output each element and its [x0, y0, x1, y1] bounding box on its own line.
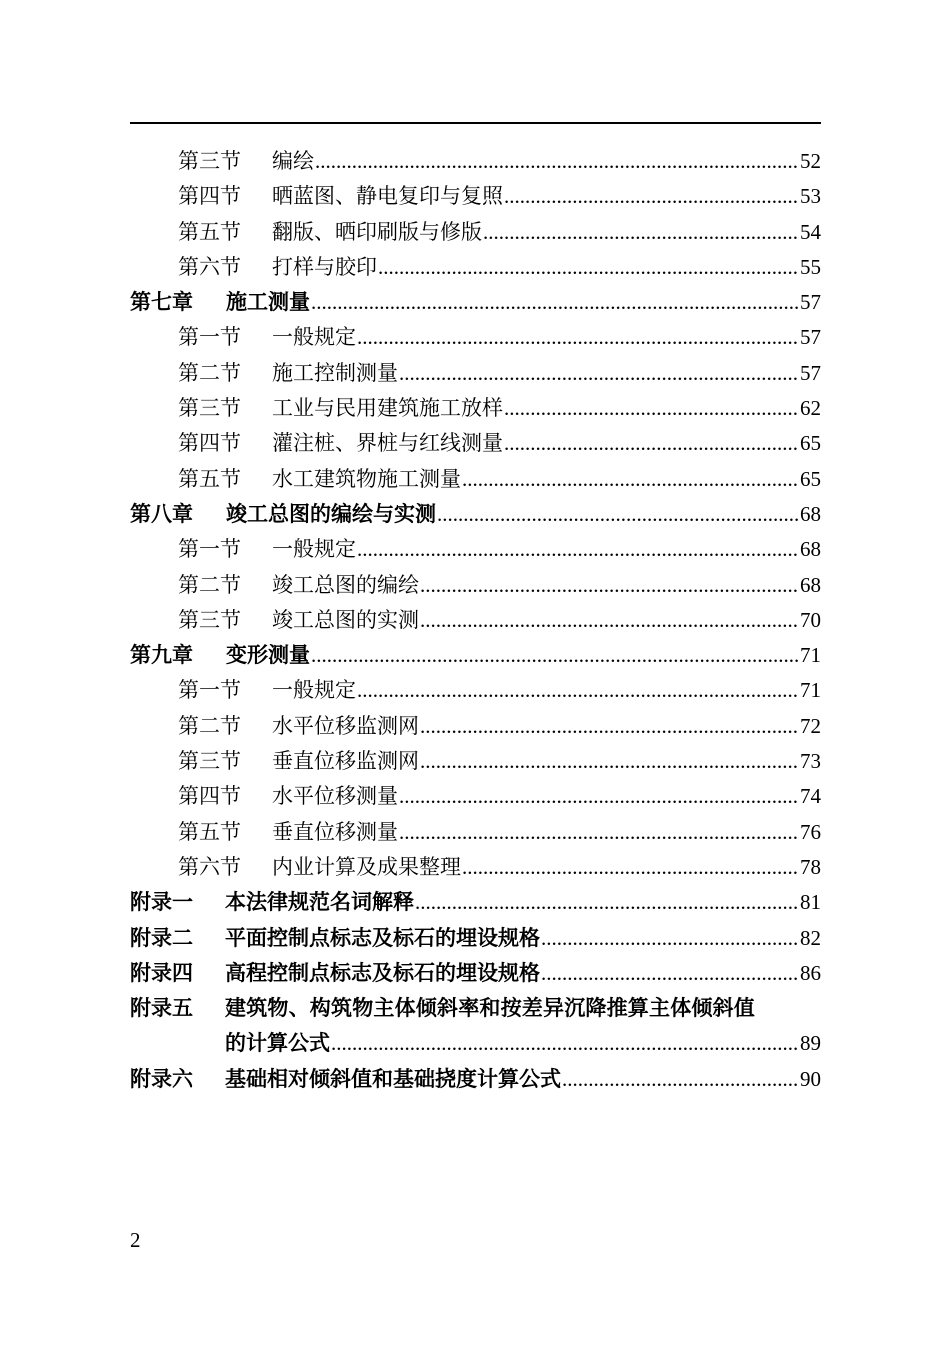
dot-leader: [504, 426, 799, 461]
toc-entry-appendix-6[interactable]: [130, 1062, 821, 1097]
dot-leader: [399, 815, 799, 850]
dot-leader: [331, 1026, 799, 1061]
toc-entry-label: 第三节: [178, 396, 241, 421]
toc-entry-section[interactable]: [130, 250, 821, 285]
dot-leader: [462, 850, 799, 885]
toc-entry-appendix[interactable]: [130, 956, 821, 991]
toc-entry-section[interactable]: [130, 532, 821, 567]
toc-entry-page: 57: [800, 325, 821, 350]
toc-entry-label: 第四节: [178, 184, 241, 209]
toc-entry-section[interactable]: [130, 426, 821, 461]
toc-entry-page: 81: [800, 890, 821, 915]
toc-entry-page: 71: [800, 678, 821, 703]
toc-entry-appendix-5-continued[interactable]: [130, 1026, 821, 1061]
toc-entry-section[interactable]: [130, 709, 821, 744]
toc-entry-page: 73: [800, 749, 821, 774]
toc-entry-label: 第五节: [178, 219, 241, 244]
toc-entry-label: 第四节: [178, 784, 241, 809]
toc-entry-label: 第六节: [178, 254, 241, 279]
dot-leader: [437, 497, 799, 532]
toc-entry-page: 86: [800, 960, 821, 985]
toc-list: [130, 144, 821, 991]
toc-entry-section[interactable]: [130, 815, 821, 850]
toc-entry-title: 基础相对倾斜值和基础挠度计算公式: [225, 1066, 561, 1091]
dot-leader: [420, 603, 799, 638]
toc-entry-title: 编绘: [272, 149, 314, 173]
toc-entry-chapter[interactable]: [130, 497, 821, 532]
toc-entry-page: 90: [800, 1066, 821, 1091]
toc-entry-title-continued: 的计算公式: [225, 1031, 330, 1056]
dot-leader: [399, 779, 799, 814]
toc-entry-title: 建筑物、构筑物主体倾斜率和按差异沉降推算主体倾斜值: [225, 996, 755, 1021]
toc-entry-title: 高程控制点标志及标石的埋设规格: [225, 960, 540, 985]
toc-entry-title: 打样与胶印: [272, 254, 377, 279]
toc-entry-title: 竣工总图的编绘: [272, 572, 419, 597]
toc-entry-label: 第五节: [178, 819, 241, 844]
toc-entry-section[interactable]: [130, 144, 821, 179]
toc-entry-section[interactable]: [130, 673, 821, 708]
toc-entry-section[interactable]: [130, 568, 821, 603]
dot-leader: [562, 1062, 799, 1097]
toc-entry-title: 垂直位移测量: [272, 819, 398, 844]
header-rule: [130, 122, 821, 124]
toc-entry-label: 附录二: [130, 925, 193, 950]
dot-leader: [357, 673, 799, 708]
toc-entry-section[interactable]: [130, 462, 821, 497]
dot-leader: [541, 956, 799, 991]
toc-entry-page: 70: [800, 607, 821, 632]
dot-leader: [504, 179, 799, 214]
toc-entry-label: 附录四: [130, 960, 193, 985]
toc-entry-label: 附录六: [130, 1066, 193, 1091]
toc-entry-appendix[interactable]: [130, 885, 821, 920]
toc-entry-page: 65: [800, 431, 821, 456]
dot-leader: [420, 744, 799, 779]
toc-entry-page: 71: [800, 643, 821, 668]
toc-entry-page: 52: [800, 149, 821, 173]
toc-entry-page: 89: [800, 1031, 821, 1056]
toc-entry-title: 工业与民用建筑施工放样: [272, 396, 503, 421]
toc-entry-label: 第二节: [178, 713, 241, 738]
toc-entry-page: 57: [800, 290, 821, 315]
toc-entry-page: 55: [800, 254, 821, 279]
toc-entry-label: 第二节: [178, 572, 241, 597]
toc-entry-label: 第八章: [130, 501, 193, 526]
toc-entry-page: 68: [800, 537, 821, 562]
toc-entry-label: 第三节: [178, 149, 241, 173]
page-number: 2: [130, 1228, 141, 1252]
toc-entry-title: 一般规定: [272, 325, 356, 350]
toc-entry-appendix-5[interactable]: [130, 991, 821, 1026]
toc-entry-label: 第四节: [178, 431, 241, 456]
toc-entry-title: 内业计算及成果整理: [272, 854, 461, 879]
toc-entry-label: 第三节: [178, 749, 241, 774]
toc-entry-title: 竣工总图的实测: [272, 607, 419, 632]
toc-entry-title: 施工控制测量: [272, 360, 398, 385]
toc-entry-page: 78: [800, 854, 821, 879]
toc-entry-title: 竣工总图的编绘与实测: [226, 501, 436, 526]
toc-entry-title: 垂直位移监测网: [272, 749, 419, 774]
toc-entry-label: 第七章: [130, 290, 193, 315]
toc-entry-title: 一般规定: [272, 678, 356, 703]
toc-entry-label: 第二节: [178, 360, 241, 385]
toc-entry-label: 第一节: [178, 537, 241, 562]
toc-entry-label: 第一节: [178, 325, 241, 350]
toc-entry-section[interactable]: [130, 779, 821, 814]
toc-entry-page: 54: [800, 219, 821, 244]
toc-entry-page: 68: [800, 501, 821, 526]
toc-entry-label: 第九章: [130, 643, 193, 668]
toc-entry-label: 附录一: [130, 890, 193, 915]
dot-leader: [483, 215, 799, 250]
toc-entry-page: 76: [800, 819, 821, 844]
dot-leader: [420, 568, 799, 603]
toc-entry-page: 65: [800, 466, 821, 491]
toc-entry-chapter[interactable]: [130, 285, 821, 320]
toc-entry-chapter[interactable]: [130, 638, 821, 673]
dot-leader: [357, 532, 799, 567]
toc-entry-page: 57: [800, 360, 821, 385]
toc-entry-section[interactable]: [130, 320, 821, 355]
dot-leader: [311, 638, 799, 673]
dot-leader: [420, 709, 799, 744]
toc-entry-page: 72: [800, 713, 821, 738]
toc-entry-title: 平面控制点标志及标石的埋设规格: [225, 925, 540, 950]
toc-entry-page: 82: [800, 925, 821, 950]
dot-leader: [462, 462, 799, 497]
table-of-contents: [130, 144, 821, 1097]
toc-entry-label: 附录五: [130, 996, 193, 1021]
toc-entry-label: 第三节: [178, 607, 241, 632]
toc-entry-title: 水平位移测量: [272, 784, 398, 809]
toc-entry-label: 第五节: [178, 466, 241, 491]
toc-entry-section[interactable]: [130, 215, 821, 250]
toc-entry-label: 第六节: [178, 854, 241, 879]
toc-entry-title: 水工建筑物施工测量: [272, 466, 461, 491]
toc-entry-title: 施工测量: [226, 290, 310, 315]
dot-leader: [415, 885, 799, 920]
toc-entry-title: 翻版、晒印刷版与修版: [272, 219, 482, 244]
toc-entry-page: 68: [800, 572, 821, 597]
toc-entry-page: 53: [800, 184, 821, 209]
toc-entry-title: 一般规定: [272, 537, 356, 562]
toc-entry-section[interactable]: [130, 603, 821, 638]
toc-entry-section[interactable]: [130, 391, 821, 426]
dot-leader: [315, 144, 799, 179]
dot-leader: [541, 921, 799, 956]
dot-leader: [311, 285, 799, 320]
toc-entry-title: 水平位移监测网: [272, 713, 419, 738]
toc-entry-section[interactable]: [130, 179, 821, 214]
toc-entry-section[interactable]: [130, 850, 821, 885]
toc-entry-page: 62: [800, 396, 821, 421]
toc-entry-title: 晒蓝图、静电复印与复照: [272, 184, 503, 209]
dot-leader: [357, 320, 799, 355]
toc-entry-title: 灌注桩、界桩与红线测量: [272, 431, 503, 456]
toc-entry-page: 74: [800, 784, 821, 809]
toc-entry-section[interactable]: [130, 356, 821, 391]
dot-leader: [504, 391, 799, 426]
toc-entry-label: 第一节: [178, 678, 241, 703]
dot-leader: [378, 250, 799, 285]
toc-entry-title: 变形测量: [226, 643, 310, 668]
toc-entry-appendix[interactable]: [130, 921, 821, 956]
toc-entry-title: 本法律规范名词解释: [225, 890, 414, 915]
dot-leader: [399, 356, 799, 391]
toc-entry-section[interactable]: [130, 744, 821, 779]
